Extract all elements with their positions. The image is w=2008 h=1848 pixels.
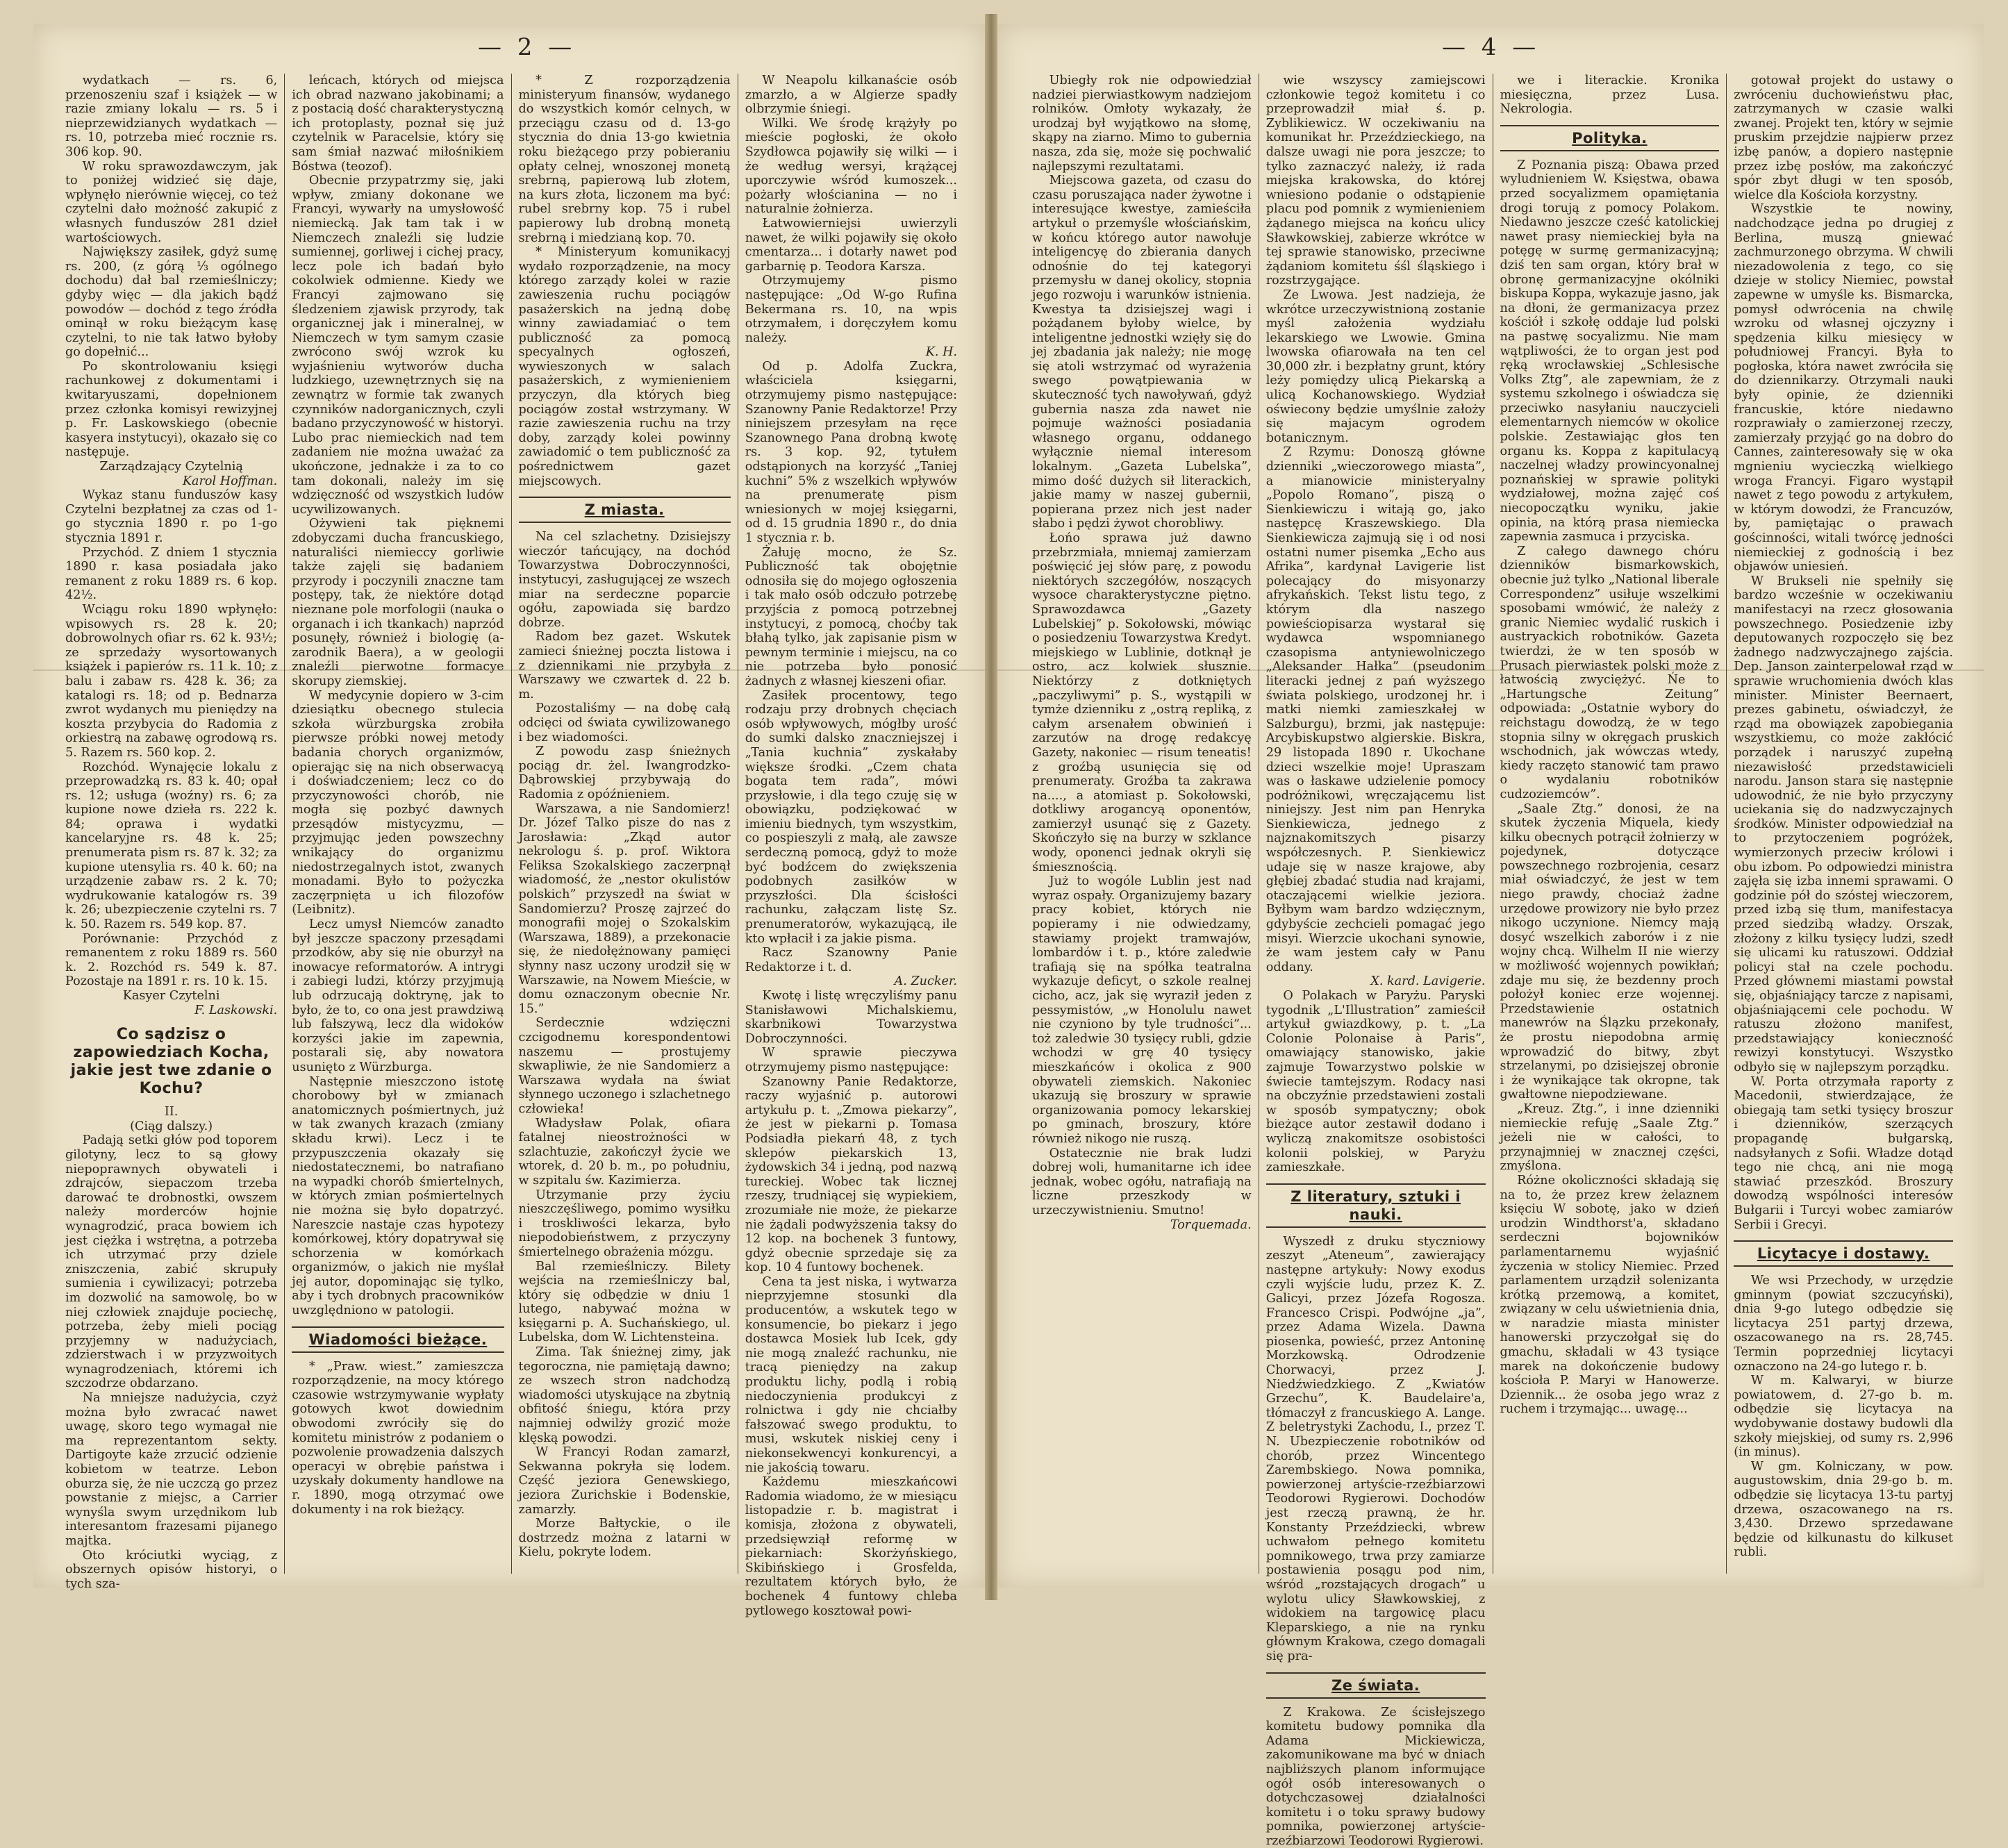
paragraph: Zasiłek procentowy, tego rodzaju przy drobnych chęciach osób wpływowych, mógłby urość do sumki dalsko znaczniejszej i „Tania kuchnia” zyskałaby większe środki. „Czem chata bogata tem rada”, mówi przysłowie, i dla tego czuję się w obowiązku, podziękować w imieniu biednych, tym wszystkim, co pospieszyli z małą, ale zawsze serdeczną pomocą, gdyż to może być bodźcem do zwiększenia podobnych zasiłków w przyszłości. Dla ścisłości rachunku, załączam listę Sz. prenumeratorów, wykazującą, ile kto wpłacił i za jakie pisma.	[745, 688, 957, 946]
section-heading: Wiadomości bieżące.	[292, 1326, 504, 1353]
paragraph: Kwotę i listę wręczyliśmy panu Stanisławowi Michalskiemu, skarbnikowi Towarzystwa Dobroczynności.	[745, 989, 957, 1046]
right-column-2	[1259, 74, 1493, 1848]
paragraph: Racz Szanowny Panie Redaktorze i t. d.	[745, 946, 957, 974]
paragraph: Utrzymanie przy życiu nieszczęśliwego, pomimo wysiłku i troskliwości lekarza, było niepodobieństwem, z przyczyny śmiertelnego obrażenia mózgu.	[518, 1188, 731, 1259]
section-heading: Ze świata.	[1266, 1672, 1486, 1699]
paragraph: W Francyi Rodan zamarzł, Sekwanna pokryła się lodem. Część jeziora Genewskiego, jeziora Zurichskie i Bodenskie, zamarzły.	[518, 1445, 731, 1517]
centered-line: (Ciąg dalszy.)	[130, 1119, 213, 1133]
paragraph: W sprawie pieczywa otrzymujemy pismo następujące:	[745, 1046, 957, 1074]
paragraph: Morze Bałtyckie, o ile dostrzedz można z latarni w Kielu, pokryte lodem.	[518, 1517, 731, 1560]
paragraph: wydatkach — rs. 6, przenoszeniu szaf i książek — w razie zmiany lokalu — rs. 5 i nieprzewidzianych wydatkach — rs. 10, potrzeba mieć rocznie rs. 306 kop. 90.	[65, 74, 278, 159]
paragraph: W m. Kalwaryi, w biurze powiatowem, d. 27-go b. m. odbędzie się licytacya na wydobywanie dostawy budowli dla szkoły miejskiej, od sumy rs. 2,996 (in minus).	[1734, 1374, 1953, 1460]
paragraph: Żałuję mocno, że Sz. Publiczność tak obojętnie odnosiła się do mojego ogłoszenia i tak mało osób odczuło potrzebę przyjścia z pomocą potrzebnej instytucyi, z pomocą, choćby tak błahą tylko, jak zapisanie pism w pewnym terminie i miejscu, na co nie potrzeba było ponosić żadnych z własnej kieszeni ofiar.	[745, 545, 957, 688]
right-column-1	[1025, 74, 1259, 1574]
page-number-left: — 2 —	[478, 33, 576, 61]
left-column-1	[58, 74, 285, 1591]
paragraph: Pozostaliśmy — na dobę całą odcięci od świata cywilizowanego i bez wiadomości.	[518, 701, 731, 744]
paragraph: „Saale Ztg.” donosi, że na skutek życzenia Miquela, kiedy kilku obecnych potrącił żołnierzy w pojedynek, dotyczące powszechnego rozbrojenia, cesarz miał oświadczyć, że jest w tem niego prawdy, chociaż żadne urzędowe prowizory nie było przez nikogo uczynione. Niemcy mają dosyć wszelkich zaborów i z nie wojny chcą. Wilhelm II nie wierzy w możliwość wojennych powikłań; zdaje mu się, że bezdenny proch położył koniec erze wojennej. Przedstawienie ostatnich manewrów na Ślązku przekonały, że prostu niepodobna armię wprowadzić do bitwy, zbyt strzelanymi, po dzisiejszej obronie i że wynikające tak okropne, tak gwałtowne niepodziewane.	[1500, 801, 1720, 1102]
paragraph: W roku sprawozdawczym, jak to poniżej widzieć się daje, wpłynęło nierównie więcej, co też czytelni dało możność zakupić z własnych funduszów 281 dzieł wartościowych.	[65, 159, 278, 245]
paragraph: Z Poznania piszą: Obawa przed wyludnieniem W. Księstwa, obawa przed socyalizmem opamiętania drogi torują z pomocy Polakom. Niedawno jeszcze cześć katolickiej nawet prasy niemieckiej była na potęgę w surmę germanizacyjną; dziś ten sam organ, który brał w obronę germanizacyjne okólniki biskupa Koppa, wykazuje jasno, jak na dłoni, że germanizacya przez kościół i szkołę oddaje lud polski na pastwę socyalizmu. Nie mam wątpliwości, że to organ jest pod ręką wrocławskiej „Schlesische Volks Ztg”, ale zapewniam, że z systemu szkolnego i oświadcza się przeciwko nasyłaniu nauczycieli elementarnych niemców w okolice polskie. Zestawiając głos ten organu ks. Koppa z kapitulacyą naczelnej władzy prowincyonalnej poznańskiej w sprawie polityki wydziałowej, można zajęć coś niecopoczątku wyniku, jakie opinia, na którą prasa niemiecka zapewnia zasmuca i przyciska.	[1500, 158, 1720, 544]
paragraph: Rozchód. Wynajęcie lokalu z przeprowadzką rs. 83 k. 40; opał rs. 12; usługa (woźny) rs. 6; za kupione nowe dzieła rs. 222 k. 84; oprawa i wydatki kancelaryjne rs. 48 k. 25; prenumerata pism rs. 87 k. 32; za kupione utensylia rs. 40 k. 60; na urządzenie zabaw rs. 2 k. 70; wydrukowanie katalogów rs. 39 k. 26; ubezpieczenie czytelni rs. 7 k. 50. Razem rs. 549 kop. 87.	[65, 760, 278, 932]
paragraph: W medycynie dopiero w 3-cim dziesiątku obecnego stulecia szkoła würzburgska zrobiła pierwsze próbki nowej metody badania chorych organizmów, opierając się na nich obserwacyą i doświadczeniem; lecz co do przyczynowości chorób, nie mogła się pozbyć dawnych przesądów mistycyzmu, — przyjmując jeden powszechny wnikający do organizmu niedostrzegalnych istot, zwanych monadami. Było to pożyczka zaczęrpnięta u ich filozofów (Leibnitz).	[292, 688, 504, 917]
paragraph: Łońo sprawa już dawno przebrzmiała, mniemaj zamierzam poświęcić jej słów parę, z powodu niektórych szczegółów, noszących wysoce charakterystyczne piętno. Sprawozdawca „Gazety Lubelskiej” p. Sokołowski, mówiąc o posiedzeniu Towarzystwa Kredyt. miejskiego w Lublinie, dotknął je ostro, acz kolwiek słusznie. Niektórzy z dotkniętych „paczyliwymi” p. S., wystąpili w tymże dzienniku z „ostrą repliką, z całym arsenałem obwinień i zarzutów na drogę redakcyę Gazety, nakoniec — risum teneatis! z groźbą usunięcia się od prenumeraty. Groźba ta zakrawa na...., a atomiast p. Sokołowski, dotkliwy arogancyą oponentów, zamierzył usunąć się z Gazety. Skończyło się na burzy w szklance wody, oponenci jednak okryli się śmiesznością.	[1032, 531, 1252, 874]
signature: X. kard. Lavigerie.	[1370, 974, 1486, 989]
centered-line: II.	[164, 1105, 179, 1119]
paragraph: Miejscowa gazeta, od czasu do czasu poruszająca nader żywotne i interesujące kwestye, zamieściła artykuł o przemyśle włościańskim, w końcu którego autor nawołuje inteligencyę do zbierania danych odnośnie do tej kategoryi przemysłu w danej okolicy, stopnia jego rozwoju i warunków istnienia. Kwestya ta dzisiejszej wagi i pożądanem byłoby wielce, by inteligentne jednostki wzięły się do jej zbadania jak należy; nie mogę się atoli wstrzymać od wyrażenia swego powątpiewania w skuteczność tych nawoływań, gdyż gubernia nasza zda nawet nie pojmuje ważności posiadania własnego organu, oddanego wyłącznie niemal interesom lokalnym. „Gazeta Lubelska”, mimo dość dużych sił literackich, jakie mamy w naszej gubernii, popierana przez nich jest nader słabo i pędzi żywot chorobliwy.	[1032, 174, 1252, 531]
paragraph: Obecnie przypatrzmy się, jaki wpływ, zmiany dokonane we Francyi, wywarły na umysłowość niemiecką. Jak tam tak i w Niemczech znaleźli się ludzie sumiennej, gorliwej i cichej pracy, lecz pole ich badań było cokolwiek odmienne. Kiedy we Francyi zajmowano się śledzeniem zjawisk przyrody, tak organicznej jak i mineralnej, w Niemczech w tym samym czasie zwrócono swój wzrok ku wyjaśnieniu wytworów ducha ludzkiego, uzewnętrznych się na zewnątrz w formie tak zwanych czynników nadorganicznych, czyli badano przyczynowość w historyi. Lubo prac niemieckich nad tem zadaniem nie można uważać za ukończone, jednakże i za to co tam dokonali, należy im się wdzięczność od wszystkich ludów ucywilizowanych.	[292, 174, 504, 517]
paragraph: Oto króciutki wyciąg, z obszernych opisów historyi, o tych sza-	[65, 1548, 278, 1591]
signature: Karol Hoffman.	[182, 474, 278, 488]
paragraph: Przychód. Z dniem 1 stycznia 1890 r. kasa posiadała jako remanent z roku 1889 rs. 6 kop. 42½.	[65, 545, 278, 603]
left-page	[33, 24, 985, 1618]
paragraph: Radom bez gazet. Wskutek zamieci śnieżnej poczta listowa i z dziennikami nie przybyła z Warszawy we czwartek d. 22 b. m.	[518, 630, 731, 701]
paragraph: Władysław Polak, ofiara fatalnej nieostrożności w szlachtuzie, zakończył życie we wtorek, d. 20 b. m., po południu, w szpitalu św. Kazimierza.	[518, 1116, 731, 1188]
signature: Torquemada.	[1170, 1217, 1252, 1232]
paragraph: Na cel szlachetny. Dzisiejszy wieczór tańcujący, na dochód Towarzystwa Dobroczynności, instytucyi, zasługującej ze wszech miar na serdeczne poparcie ogółu, zapowiada się bardzo dobrze.	[518, 530, 731, 630]
section-heading: Z miasta.	[519, 497, 731, 523]
paragraph: Porównanie: Przychód z remanentem z roku 1889 rs. 560 k. 2. Rozchód rs. 549 k. 87. Pozostaje na 1891 r. rs. 10 k. 15.	[65, 931, 278, 989]
paragraph: O Polakach w Paryżu. Paryski tygodnik „L'Illustration” zamieścił artykuł gwiazdkowy, p. t. „La Colonie Polonaise à Paris”, omawiający stanowisko, jakie zajmuje Towarzystwo polskie w świecie tamtejszym. Rodacy nasi na obczyźnie przedstawieni zostali w sposób sympatyczny; obok bieżące autor zestawił dodano i wyliczą znakomitsze osobistości kolonii polskiej, w Paryżu zamieszkałe.	[1266, 989, 1486, 1175]
paragraph: Po skontrolowaniu księgi rachunkowej z dokumentami i kwitaryuszami, dopełnionem przez członka komisyi rewizyjnej p. Fr. Laskowskiego (obecnie kasyera instytucyi), okazało się co następuje.	[65, 359, 278, 460]
paragraph: Różne okoliczności składają się na to, że przez krew żelaznem księciu W sobotę, jako w dzień urodzin Windthorst'a, składano serdeczni bojowników parlamentarnemu wyjaśnić życzenia w stolicy Niemiec. Przed parlamentem urządził solenizanta krótką przemową, a komitet, związany w celu uświetnienia dnia, w naradzie miasta minister hanowerski przyczołgał się do gmachu, składali w 43 tysiące marek na dokończenie budowy kościoła P. Maryi w Hanowerze. Dziennik... że osoba jego wraz z ruchem i trzymając... uwagę...	[1500, 1173, 1720, 1417]
paragraph: W. Porta otrzymała raporty z Macedonii, stwierdzające, że obiegają tam setki tysięcy broszur i dzienników, szerzących propagandę bułgarską, nadsyłanych z Sofii. Władze dotąd tego nie chcą, ani nie mogą stawiać przeszkód. Broszury dowodzą wspólności interesów Bułgarii i Turcyi wobec zamiarów Serbii i Grecyi.	[1734, 1074, 1953, 1232]
paragraph: * Ministeryum komunikacyj wydało rozporządzenie, na mocy którego zarządy kolei w razie zawieszenia ruchu pociągów pasażerskich na jedną dobę winny zawiadamiać o tem publiczność za pomocą specyalnych ogłoszeń, wywieszonych w salach pasażerskich, z wymienieniem przyczyn, dla których bieg pociągów został wstrzymany. W razie zawieszenia ruchu na trzy doby, zarządy kolei powinny zawiadomić o tem publiczność za pośrednictwem gazet miejscowych.	[518, 245, 731, 488]
right-column-3	[1493, 74, 1727, 1574]
centered-line: Zarządzający Czytelnią	[99, 460, 243, 474]
paragraph: Wszystkie te nowiny, nadchodzące jedna po drugiej z Berlina, muszą gniewać zachmurzonego obrzyma. W chwili niezadowolenia z tego, co się dzieje w stolicy Niemiec, powstał zapewne w umyśle ks. Bismarcka, pomysł odwrócenia na chwilę wzroku od własnej ojczyzny i spędzenia kilku miesięcy w południowej Francyi. Była to pogłoska, która nawet zwróciła się do dziennikarzy. Otrzymali nauki były opinie, że dzienniki francuskie, które niedawno rozprawiały o zamierzonej rzeczy, zamierzały przyjąć go na dobro do Cannes, zainteresowały się w oka mgnieniu wycieczką wielkiego wroga Francyi. Figaro wystąpił nawet z tego powodu z artykułem, w którym dowodzi, że Francuzów, by, pamiętając o prawach gościnności, witali twórcę jedności niemieckiej z godnością i bez objawów uniesień.	[1734, 202, 1953, 574]
paragraph: W Neapolu kilkanaście osób zmarzło, a w Algierze spadły olbrzymie śniegi.	[745, 74, 957, 117]
right-page	[997, 24, 1984, 1848]
paragraph: Szanowny Panie Redaktorze, raczy wyjaśnić p. autorowi artykułu p. t. „Zmowa piekarzy”, że jest w piekarni p. Tomasa Podsiadła piekarń 48, z tych sklepów piekarskich 13, żydowskich 34 i jedną, pod nazwą tureckiej. Wobec tak licznej rzeszy, trudniącej się wypiekiem, zrozumiałe nie może, że piekarze nie żądali podwyższenia taksy do 12 kop. na bochenek 3 funtowy, gdyż obecnie sprzedaje się za kop. 10 4 funtowy bochenek.	[745, 1074, 957, 1275]
paragraph: Serdecznie wdzięczni czcigodnemu korespondentowi naszemu — prostujemy skwapliwie, że nie Sandomierz a Warszawa wydała na świat słynnego uczonego i szlachetnego człowieka!	[518, 1016, 731, 1116]
paragraph: Ostatecznie nie brak ludzi dobrej woli, humanitarne ich idee jednak, wobec ogółu, natrafiają na liczne przeszkody w urzeczywistnieniu. Smutno!	[1032, 1146, 1252, 1217]
right-column-4	[1727, 74, 1960, 1574]
paragraph: Cena ta jest niska, i wytwarza nieprzyjemne stosunki dla producentów, a wskutek tego w konsumencie, bo piekarz i jego dostawca Mosiek lub Icek, gdy nie mogą znaleźć rachunku, nie tracą pieniędzy na zakup produktu lichy, podlą i robią niedoczynienia produkcyi z rolnictwa i gdy nie chciałby fałszować swego produktu, to musi, wskutek niskiej ceny i niekonsekwencyi konkurencyi, a nie jakością towaru.	[745, 1274, 957, 1475]
paragraph: Padają setki głów pod toporem gilotyny, lecz to są głowy niepoprawnych obywateli i zdrajców, siepaczom trzeba darować te drobnostki, owszem należy morderców hojnie wynagrodzić, praca bowiem ich jest ciężka i wstrętna, a potrzeba ich utrzymać przy dziele zniszczenia, zabić skrupuły sumienia i cywilizacyi; potrzeba im dozwolić na samowolę, bo w niej człowiek znajduje pociechę, potrzeba, żeby mieli pociąg przyjemny w nadużyciach, zdzierstwach i w przyzwoitych wynagrodzeniach, któremi ich szczodrze obdarzano.	[65, 1133, 278, 1391]
paragraph: Od p. Adolfa Zuckra, właściciela księgarni, otrzymujemy pismo następujące: Szanowny Panie Redaktorze! Przy niniejszem przesyłam na ręce Szanownego Pana drobną kwotę rs. 3 kop. 92, tytułem odstąpionych na korzyść „Taniej kuchni” 5% z wszelkich wpływów na prenumeratę pism wniesionych w mojej księgarni, od d. 15 grudnia 1890 r., do dnia 1 stycznia r. b.	[745, 359, 957, 545]
paragraph: Bal rzemieślniczy. Bilety wejścia na rzemieślniczy bal, który się odbędzie w dniu 1 lutego, nabywać można w księgarni p. A. Suchańskiego, ul. Lubelska, dom W. Lichtensteina.	[518, 1259, 731, 1345]
paragraph: Na mniejsze nadużycia, czyż można było zwracać nawet uwagę, skoro tego wymagał nie ma reprezentantom sekty. Dartigoyte każe zrzucić odzienie kobietom w teatrze. Lebon oburza się, że nie uczczą go przez powstanie z miejsc, a Carrier wynyśla swym urzędnikom lub interesantom frazesami pijanego majtka.	[65, 1391, 278, 1548]
paragraph: „Kreuz. Ztg.”, i inne dzienniki niemieckie refuję „Saale Ztg.” jeżeli nie w całości, to przynajmniej w znacznej części, zmyślona.	[1500, 1101, 1720, 1174]
signature: A. Zucker.	[894, 974, 957, 989]
paragraph: Ożywieni tak pięknemi zdobyczami ducha francuskiego, naturaliści niemieccy gorliwie także zajęli się badaniem przyrody i poczynili znaczne tam postępy, tak, że niektóre dotąd nieznane pole morfologii (nauka o organach i ich tkankach) naprzód posunęły, również i biologię (a-zarodnik Baera), a w geologii znaleźli pierwotne formacye skorupy ziemskiej.	[292, 517, 504, 688]
left-page-columns	[58, 74, 964, 1618]
paragraph: Z Rzymu: Donoszą główne dzienniki „wieczorowego miasta”, a mianowicie ministeryalny „Popolo Romano”, piszą o Sienkiewiczu i witają go, jako następcę Kraszewskiego. Dla Sienkiewicza zajmują się i od nosi ostatni numer pisemka „Echo aus Afrika”, kardynał Lavigerie list polecający do misyonarzy afrykańskich. Tekst listu tego, z którym dla naszego powieściopisarza wystarał się wydawca wspomnianego czasopisma antyniewolniczego „Aleksander Hałka” (pseudonim literacki jednej z pań wyższego świata polskiego, urodzonej hr. i matki niemki zamieszkałej w Salzburgu), brzmi, jak następuje: Arcybiskupstwo algierskie. Biskra, 29 listopada 1890 r. Ukochane dzieci wszelkie moje! Upraszam was o łaskawe udzielenie pomocy podróżnikowi, wręczającemu list niniejszy. Jest nim pan Henryka Sienkiewicza, jednego z najznakomitszych pisarzy współczesnych. P. Sienkiewicz udaje się w nasze krajowe, aby głębiej zbadać studia nad krajami, otaczającemi wielkie jeziora. Byłbym wam bardzo wdzięcznym, gdybyście zechcieli pomagać jego misyi. Wierzcie ukochani synowie, że wam jestem cały w Panu oddany.	[1266, 445, 1486, 974]
paragraph: Zima. Tak śnieżnej zimy, jak tegoroczna, nie pamiętają dawno; ze wszech stron nadchodzą wiadomości utyskujące na zbytnią obfitość śniegu, która przy najmniej odwilży grozić może klęską powodzi.	[518, 1345, 731, 1445]
page-number-right: — 4 —	[1442, 33, 1541, 61]
section-heading: Z literatury, sztuki i nauki.	[1266, 1183, 1486, 1228]
paragraph: Z powodu zasp śnieżnych pociąg dr. żel. Iwangrodzko-Dąbrowskiej przybywają do Radomia z opóźnieniem.	[518, 744, 731, 801]
paragraph: Z całego dawnego chóru dzienników bismarkowskich, obecnie już tylko „National liberale Correspondenz” usiłuje wszelkimi sposobami wmówić, że należy z granic Niemiec wydalić ruskich i austryackich robotników. Gazeta twierdzi, że w ten sposób w Prusach pierwiastek polski może z łatwością zwyciężyć. Ńe to „Hartungsche Zeitung” odpowiada: „Ostatnie wybory do reichstagu dowodzą, że w tego stopnia silny w okręgach pruskich wschodnich, jak wówczas wtedy, kiedy raczęto stanowić tam prawo o wydalaniu robotników cudzoziemców”.	[1500, 544, 1720, 801]
paragraph: Największy zasiłek, gdyż sumę rs. 200, (z górą ⅓ ogólnego dochodu) dał bal rzemieślniczy; gdyby więc — dla jakich bądź powodów — dochód z tego źródła ominął w roku bieżącym kasę czytelni, to nie tak łatwo byłoby go dopełnić...	[65, 245, 278, 360]
paragraph: Następnie mieszczono istotę chorobowy był w zmianach anatomicznych pośmiertnych, już w tak zwanych krazach (zmiany składu krwi). Lecz i te przypuszczenia okazały się niedostatecznemi, bo natrafiano na wypadki chorób śmiertelnych, w których zmian pośmiertelnych nie można się było dopatrzyć. Nareszcie nastaje czas hypotezy komórkowej, który dopatrywał się schorzenia w komórkach organizmów, o jakich nie myślał jej autor, dopominając się tylko, aby i tych drobnych pracowników uwzględniono w patologii.	[292, 1074, 504, 1318]
left-column-2	[285, 74, 511, 1574]
paragraph: * Z rozporządzenia ministeryum finansów, wydanego do wszystkich komór celnych, w przeciągu czasu od d. 13-go stycznia do dnia 13-go kwietnia roku bieżącego przy pobieraniu opłaty celnej, wnoszonej monetą srebrną, papierową lub złotem, na kurs złota, liczonem ma być: rubel srebrny kop. 75 i rubel papierowy lub drobną monetą srebrną i miedzianą kop. 70.	[518, 74, 731, 245]
section-heading: Licytacye i dostawy.	[1734, 1240, 1953, 1267]
paragraph: Wykaz stanu funduszów kasy Czytelni bezpłatnej za czas od 1-go stycznia 1890 r. po 1-go stycznia 1891 r.	[65, 488, 278, 545]
paragraph: we i literackie. Kronika miesięczna, przez Lusa. Nekrologia.	[1500, 74, 1720, 117]
paragraph: leńcach, których od miejsca ich obrad nazwano jakobinami; a z postacią dość charakterystyczną ich protoplasty, poznał się już czytelnik w Paracelsie, który się sam śmiał nazwać miłośnikiem Bóstwa (teozof).	[292, 74, 504, 174]
paragraph: gotował projekt do ustawy o zwróceniu duchowieństwu płac, zatrzymanych w czasie walki zwanej. Projekt ten, który w sejmie pruskim przejdzie najpierw przez izbę panów, a dopiero następnie przez izbę posłów, ma zakończyć spór zbyt długi w ten sposób, wielce dla Kościoła korzystny.	[1734, 74, 1953, 202]
left-column-4	[738, 74, 964, 1618]
right-page-columns	[1025, 74, 1960, 1848]
paragraph: Lecz umysł Niemców zanadto był jeszcze spaczony przesądami przodków, aby się nie oburzył na inowacye reformatorów. A intrygi i zabiegi ludzi, którzy przyjmują lub odrzucają doktrynę, jak to było, że to, co ona jest prawdziwą lub fałszywą, lecz dla widoków korzyści jakie im zapewnia, postarali się, aby nowatora usunięto z Würzburga.	[292, 917, 504, 1074]
paragraph: Wciągu roku 1890 wpłynęło: wpisowych rs. 28 k. 20; dobrowolnych ofiar rs. 62 k. 93½; ze sprzedaży wysortowanych książek i papierów rs. 11 k. 10; z balu i zabaw rs. 428 k. 36; za katalogi rs. 18; od p. Bednarza zwrot wydanych mu pieniędzy na koszta przybycia do Radomia z orkiestrą na zabawę ogrodową rs. 5. Razem rs. 560 kop. 2.	[65, 602, 278, 760]
paragraph: Ubiegły rok nie odpowiedział nadziei pierwiastkowym nadziejom rolników. Omłoty wykazały, że urodzaj był wyjątkowo na słomę, skąpy na ziarno. Mimo to gubernia nasza, zda się, może się pochwalić najlepszymi rezultatami.	[1032, 74, 1252, 174]
paragraph: * „Praw. wiest.” zamieszcza rozporządzenie, na mocy którego czasowie wstrzymywanie wypłaty gotowych kwot dowiednim obwodomi zwróciły się do komitetu ministrów z podaniem o pozwolenie prowadzenia dalszych operacyi w obrębie państwa i uzyskały dokumenty handlowe na r. 1890, mogą otrzymać owe dokumenty i na rok bieżący.	[292, 1359, 504, 1517]
paragraph: wie wszyscy zamiejscowi członkowie tegoż komitetu i co przeprowadził miał ś. p. Zyblikiewicz. W oczekiwaniu na komunikat hr. Przeździeckiego, na dalsze uwagi nie pora jeszcze; to tylko zaznaczyć należy, iż rada miejska krakowska, do której wniesiono podanie o odstąpienie placu pod pomnik z wymienieniem żądanego miejsca na końcu ulicy Sławkowskiej, zabierze wkrótce w tej sprawie stanowisko, przeciwne żądaniom komitetu śśl śląskiego i rozstrzygające.	[1266, 74, 1486, 288]
signature: F. Laskowski.	[194, 1003, 278, 1017]
section-heading: Co sądzisz o zapowiedziach Kocha, jakie jest twe zdanie o Kochu?	[70, 1026, 272, 1098]
paragraph: Ze Lwowa. Jest nadzieja, że wkrótce urzeczywistnioną zostanie myśl założenia wydziału lekarskiego we Lwowie. Gmina lwowska ofiarowała na ten cel 30,000 złr. i bezpłatny grunt, który leży pomiędzy ulicą Piekarską a ulicą Kochanowskiego. Wydział oświecony będzie umyślnie założy się majacym ogrodem botanicznym.	[1266, 288, 1486, 445]
paragraph: Wilki. We środę krążyły po mieście pogłoski, że około Szydłowca pojawiły się wilki — i że według wersyi, krążącej uporczywie wśród kumoszek... pożarły włościanina — no i naturalnie żołnierza.	[745, 116, 957, 217]
signature: K. H.	[925, 345, 957, 360]
paragraph: Otrzymujemy pismo następujące: „Od W-go Rufina Bekermana rs. 10, na wpis otrzymałem, i doręczyłem komu należy.	[745, 274, 957, 345]
left-column-3	[512, 74, 738, 1574]
paragraph: Łatwowierniejsi uwierzyli nawet, że wilki pojawiły się około cmentarza... i dotarły nawet pod garbarnię p. Teodora Karsza.	[745, 216, 957, 274]
paragraph: Warszawa, a nie Sandomierz! Dr. Józef Talko pisze do nas z Jarosławia: „Zkąd autor nekrologu ś. p. prof. Wiktora Feliksa Szokalskiego zaczerpnął wiadomość, że „nestor okulistów polskich” przyszedł na świat w Sandomierzu? Proszę zajrzeć do monografii mojej o Szokalskim (Warszawa, 1889), a przekonacie się, że niedołężnowany pamięci słynny nasz uczony urodził się w Warszawie, na Nowem Mieście, w domu oznaczonym obecnie Nr. 15.”	[518, 801, 731, 1016]
paragraph: We wsi Przechody, w urzędzie gminnym (powiat szczucyński), dnia 9-go lutego odbędzie się licytacya 251 partyj drzewa, oszacowanego na rs. 28,745. Termin poprzedniej licytacyi oznaczono na 24-go lutego r. b.	[1734, 1274, 1953, 1374]
paragraph: Z Krakowa. Ze ścisłejszego komitetu budowy pomnika dla Adama Mickiewicza, zakomunikowane ma być w dniach najbliższych planom informujące ogół osób interesowanych o dotychczasowej działalności komitetu i o toku sprawy budowy pomnika, powierzonej artyście-rzeźbiarzowi Teodorowi Rygierowi.	[1266, 1705, 1486, 1848]
page-gutter	[985, 14, 997, 1600]
section-heading: Polityka.	[1500, 125, 1720, 151]
paragraph: W gm. Kolniczany, w pow. augustowskim, dnia 29-go b. m. odbędzie się licytacya 13-tu partyj drzewa, oszacowanego na rs. 3,430. Drzewo sprzedawane będzie od kilkunastu do kilkuset rubli.	[1734, 1459, 1953, 1560]
paragraph: W Brukseli nie spełniły się bardzo wcześnie w oczekiwaniu manifestacyi na rzecz głosowania powszechnego. Posiedzenie izby deputowanych rozpoczęło się bez żadnego nadzwyczajnego zajścia. Dep. Janson zainterpelował rząd w sprawie wruchomienia dwóch klas minister. Minister Beernaert, prezes gabinetu, oświadczył, że rząd ma obowiązek zapobiegania wszystkiemu, co może zakłócić porządek i naruszyć zupełną niezawisłość przedstawicieli narodu. Janson stara się następnie udowodnić, że nie było przyczyny uciekania się do nadzwyczajnych środków. Minister odpowiedział na to przytoczeniem pogróżek, wymierzonych przeciw królowi i obu izbom. Po odpowiedzi ministra zajęła się izba innemi sprawami. O godzinie pół do szóstej wieczorem, przed izbą się tłum, manifestacya przed siedzibą władzy. Orszak, złożony z kilku tysięcy ludzi, szedł się ulicami ku ratuszowi. Oddział policyi stał na czele pochodu. Przed głównemi miastami powstał się, objaśniający tarcze z napisami, objaśniającemi cele pochodu. W ratuszu złożono manifest, przedstawiający konieczność rewizyi konstytucyi. Wszystko odbyło się w najlepszym porządku.	[1734, 574, 1953, 1074]
centered-line: Kasyer Czytelni	[122, 989, 220, 1003]
paragraph: Każdemu mieszkańcowi Radomia wiadomo, że w miesiącu listopadzie r. b. magistrat i komisja, złożona z obywateli, przedsięwziął reformę w piekarniach: Skorżyńskiego, Skibińskiego i Grosfelda, rezultatem których było, że bochenek 4 funtowy chleba pytlowego kosztował powi-	[745, 1475, 957, 1618]
paragraph: Wyszedł z druku styczniowy zeszyt „Ateneum”, zawierający następne artykuły: Nowy exodus czyli wyjście ludu, przez K. Z. Galicyi, przez Józefa Rogosza. Francesco Crispi. Podwójne „ja”, przez Adama Wizela. Dawna piosenka, powieść, przez Antoninę Morzkowską. Odrodzenie Chorwacyi, przez J. Niedźwiedzkiego. Z „Kwiatów Grzechu”, K. Baudelaire'a, tłómaczył z francuskiego A. Lange. Z beletrystyki Zachodu, I., przez T. N. Ubezpieczenie robotników od chorób, przez Wincentego Zarembskiego. Nowa pomnika, powierzonej artyście-rzeźbiarzowi Teodorowi Rygierowi. Dochodów jest rzeczą prawną, że hr. Konstanty Przeździecki, wbrew uchwałom pełnego komitetu pomnikowego, trwa przy zamiarze postawienia posągu pod nim, wśród „rozstających drogach” u wylotu ulicy Sławkowskiej, z widokiem na targowicę placu Kleparskiego, a nie na rynku głównym Krakowa, czego domagali się pra-	[1266, 1234, 1486, 1663]
paragraph: Już to wogóle Lublin jest nad wyraz ospały. Organizujemy bazary pracy kobiet, których nie popieramy i nie odwiedzamy, stawiamy projekt tramwajów, lombardów i t. p., które zaledwie trafiają się na spółka teatralna wykazuje deficyt, o szkole realnej cicho, acz, jak się wyraził jeden z pessymistów, „w Honolulu nawet nie czyniono by tyle trudności”... toż zaledwie 30 tysięcy rubli, gdzie wchodzi w grę 40 tysięcy mieszkańców i okolica z 900 obywateli ziemskich. Nakoniec ukazują się broszury w sprawie organizowania pomocy lekarskiej po gminach, broszury, które również nikogo nie ruszą.	[1032, 874, 1252, 1146]
